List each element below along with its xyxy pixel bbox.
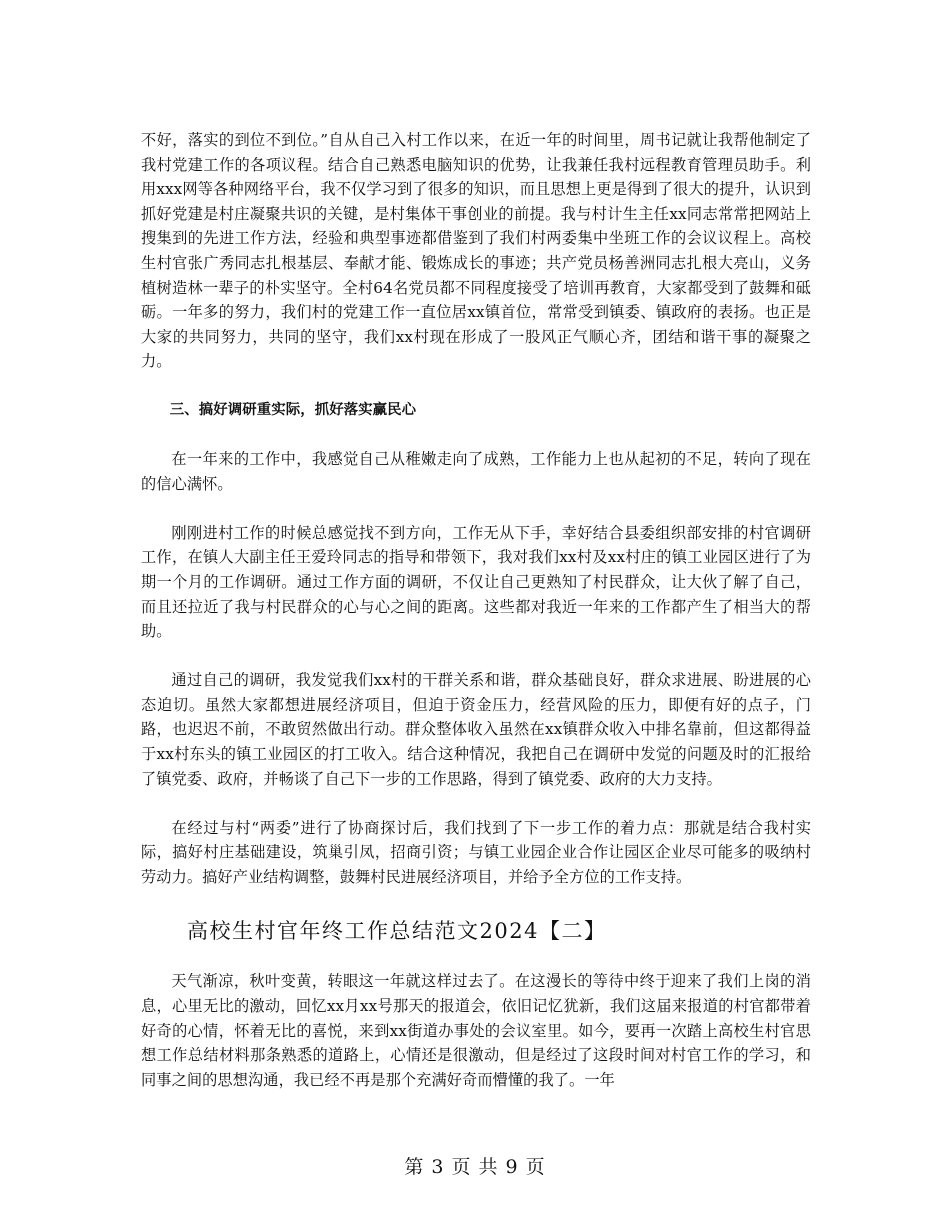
paragraph-initial-research: 刚刚进村工作的时候总感觉找不到方向，工作无从下手，幸好结合县委组织部安排的村官调研工作，在镇人大副主任王爱玲同志的指导和带领下，我对我们xx村及xx村庄的镇工业园区进行了为期一个月的工作调研。通过工作方面的调研，不仅让自己更熟知了村民群众，让大伙了解了自己，而且还拉近了我与村民群众的心与心之间的距离。这些都对我近一年来的工作都产生了相当大的帮助。	[141, 523, 811, 641]
paragraph-growth: 在一年来的工作中，我感觉自己从稚嫩走向了成熟，工作能力上也从起初的不足，转向了现在的信心满怀。	[141, 450, 811, 493]
page-number-footer: 第 3 页 共 9 页	[404, 1156, 546, 1178]
paragraph-next-steps: 在经过与村“两委”进行了协商探讨后，我们找到了下一步工作的着力点：那就是结合我村实际，搞好村庄基础建设，筑巢引凤，招商引资；与镇工业园企业合作让园区企业尽可能多的吸纳村劳动力。搞好产业结构调整，鼓舞村民进展经济项目，并给予全方位的工作支持。	[141, 818, 811, 886]
paragraph-autumn-opening: 天气渐凉，秋叶变黄，转眼这一年就这样过去了。在这漫长的等待中终于迎来了我们上岗的消息，心里无比的激动，回忆xx月xx号那天的报道会，依旧记忆犹新，我们这届来报道的村官都带着好奇的心情，怀着无比的喜悦，来到xx街道办事处的会议室里。如今，要再一次踏上高校生村官思想工作总结材料那条熟悉的道路上，心情还是很激动，但是经过了这段时间对村官工作的学习，和同事之间的思想沟通，我已经不再是那个充满好奇而懵懂的我了。一年	[141, 972, 811, 1089]
paragraph-research-findings: 通过自己的调研，我发觉我们xx村的干群关系和谐，群众基础良好，群众求进展、盼进展的心态迫切。虽然大家都想进展经济项目，但迫于资金压力，经营风险的压力，即便有好的点子，门路，也迟迟不前，不敢贸然做出行动。群众整体收入虽然在xx镇群众收入中排名靠前，但这都得益于xx村东头的镇工业园区的打工收入。结合这种情况，我把自己在调研中发觉的问题及时的汇报给了镇党委、政府，并畅谈了自己下一步的工作思路，得到了镇党委、政府的大力支持。	[141, 671, 811, 788]
page-body	[141, 128, 811, 1092]
article-title-two: 高校生村官年终工作总结范文2024【二】	[187, 919, 607, 944]
section-heading-research: 三、搞好调研重实际，抓好落实赢民心	[169, 402, 417, 419]
paragraph-party-building: 不好，落实的到位不到位。”自从自己入村工作以来，在近一年的时间里，周书记就让我帮他制定了我村党建工作的各项议程。结合自己熟悉电脑知识的优势，让我兼任我村远程教育管理员助手。利用xxx网等各种网络平台，我不仅学习到了很多的知识，而且思想上更是得到了很大的提升，认识到抓好党建是村庄凝聚共识的关键，是村集体干事创业的前提。我与村计生主任xx同志常常把网站上搜集到的先进工作方法，经验和典型事迹都借鉴到了我们村两委集中坐班工作的会议议程上。高校生村官张广秀同志扎根基层、奉献才能、锻炼成长的事迹；共产党员杨善洲同志扎根大亮山，义务植树造林一辈子的朴实坚守。全村64名党员都不同程度接受了培训再教育，大家都受到了鼓舞和砥砺。一年多的努力，我们村的党建工作一直位居xx镇首位，常常受到镇委、镇政府的表扬。也正是大家的共同努力，共同的坚守，我们xx村现在形成了一股风正气顺心齐，团结和谐干事的凝聚之力。	[141, 131, 811, 371]
